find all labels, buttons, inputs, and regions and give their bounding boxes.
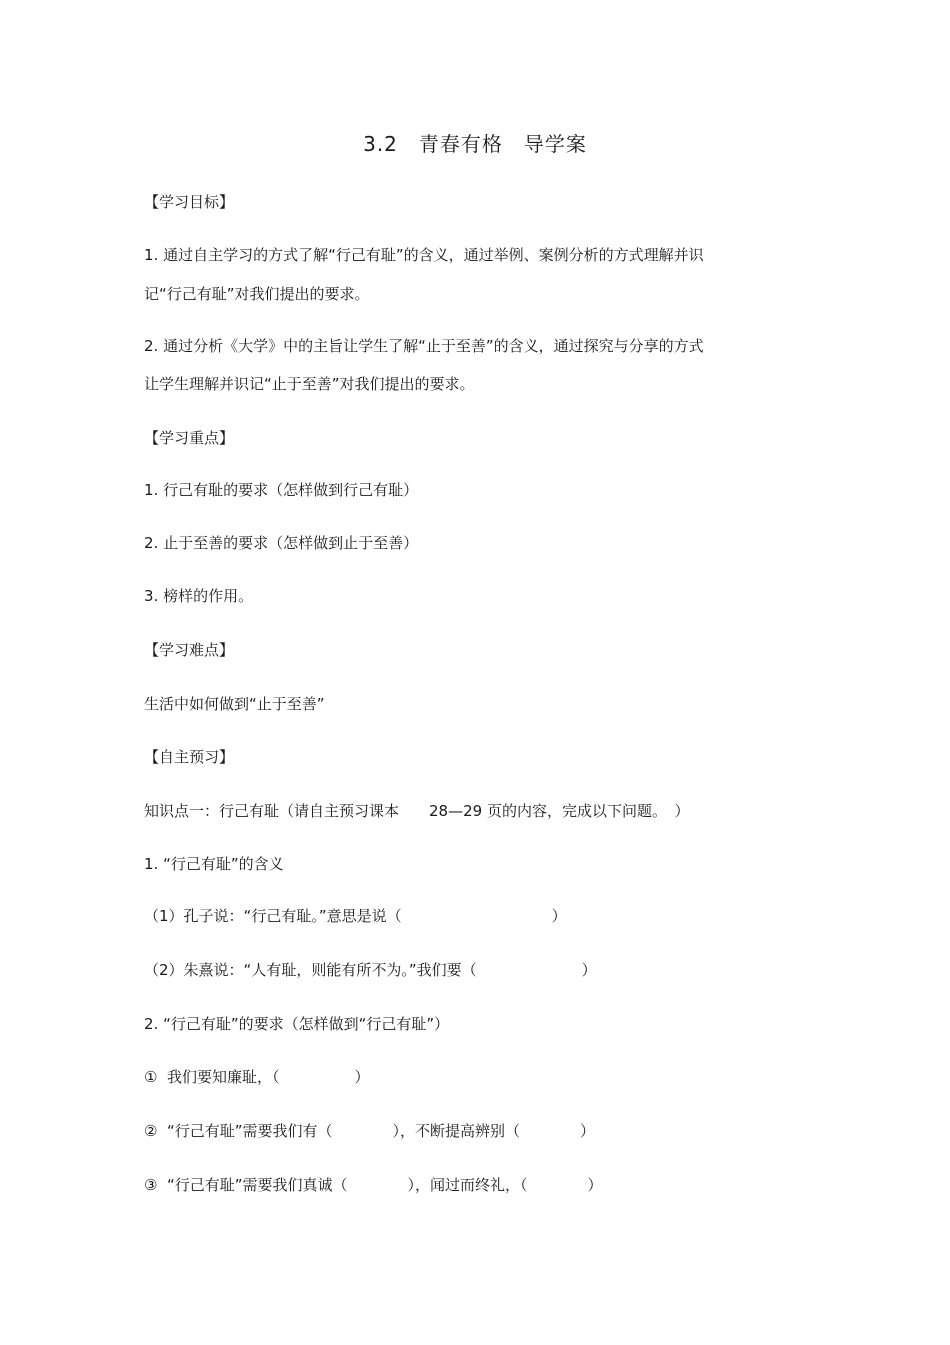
key-point-2: 2. 止于至善的要求（怎样做到止于至善）	[144, 534, 419, 552]
section-heading-learning-goals: 【学习目标】	[144, 193, 235, 211]
question-1-heading: 1. “行己有耻”的含义	[144, 855, 284, 873]
goal-2-line-1: 2. 通过分析《大学》中的主旨让学生了解“止于至善”的含义，通过探究与分享的方式	[144, 337, 704, 355]
knowledge-point-1: 知识点一：行己有耻（请自主预习课本 28—29 页的内容，完成以下问题。 ）	[144, 802, 690, 820]
question-2-item-3: ③ “行己有耻”需要我们真诚（ ），闻过而终礼，（ ）	[144, 1176, 603, 1194]
section-heading-preview: 【自主预习】	[144, 748, 235, 766]
question-1-1: （1）孔子说：“行己有耻。”意思是说（ ）	[144, 907, 567, 925]
section-heading-difficulties: 【学习难点】	[144, 641, 235, 659]
question-2-item-2: ② “行己有耻”需要我们有（ ），不断提高辨别（ ）	[144, 1122, 596, 1140]
question-2-item-1: ① 我们要知廉耻，（ ）	[144, 1068, 370, 1086]
key-point-3: 3. 榜样的作用。	[144, 587, 254, 605]
difficulty-text: 生活中如何做到“止于至善”	[144, 695, 325, 713]
key-point-1: 1. 行己有耻的要求（怎样做到行己有耻）	[144, 481, 419, 499]
goal-1-line-2: 记“行己有耻”对我们提出的要求。	[144, 285, 370, 303]
page-title: 3.2 青春有格 导学案	[363, 132, 587, 156]
question-2-heading: 2. “行己有耻”的要求（怎样做到“行己有耻”）	[144, 1015, 450, 1033]
question-1-2: （2）朱熹说：“人有耻，则能有所不为。”我们要（ ）	[144, 961, 597, 979]
goal-1-line-1: 1. 通过自主学习的方式了解“行己有耻”的含义，通过举例、案例分析的方式理解并识	[144, 246, 704, 264]
goal-2-line-2: 让学生理解并识记“止于至善”对我们提出的要求。	[144, 375, 475, 393]
section-heading-key-points: 【学习重点】	[144, 429, 235, 447]
